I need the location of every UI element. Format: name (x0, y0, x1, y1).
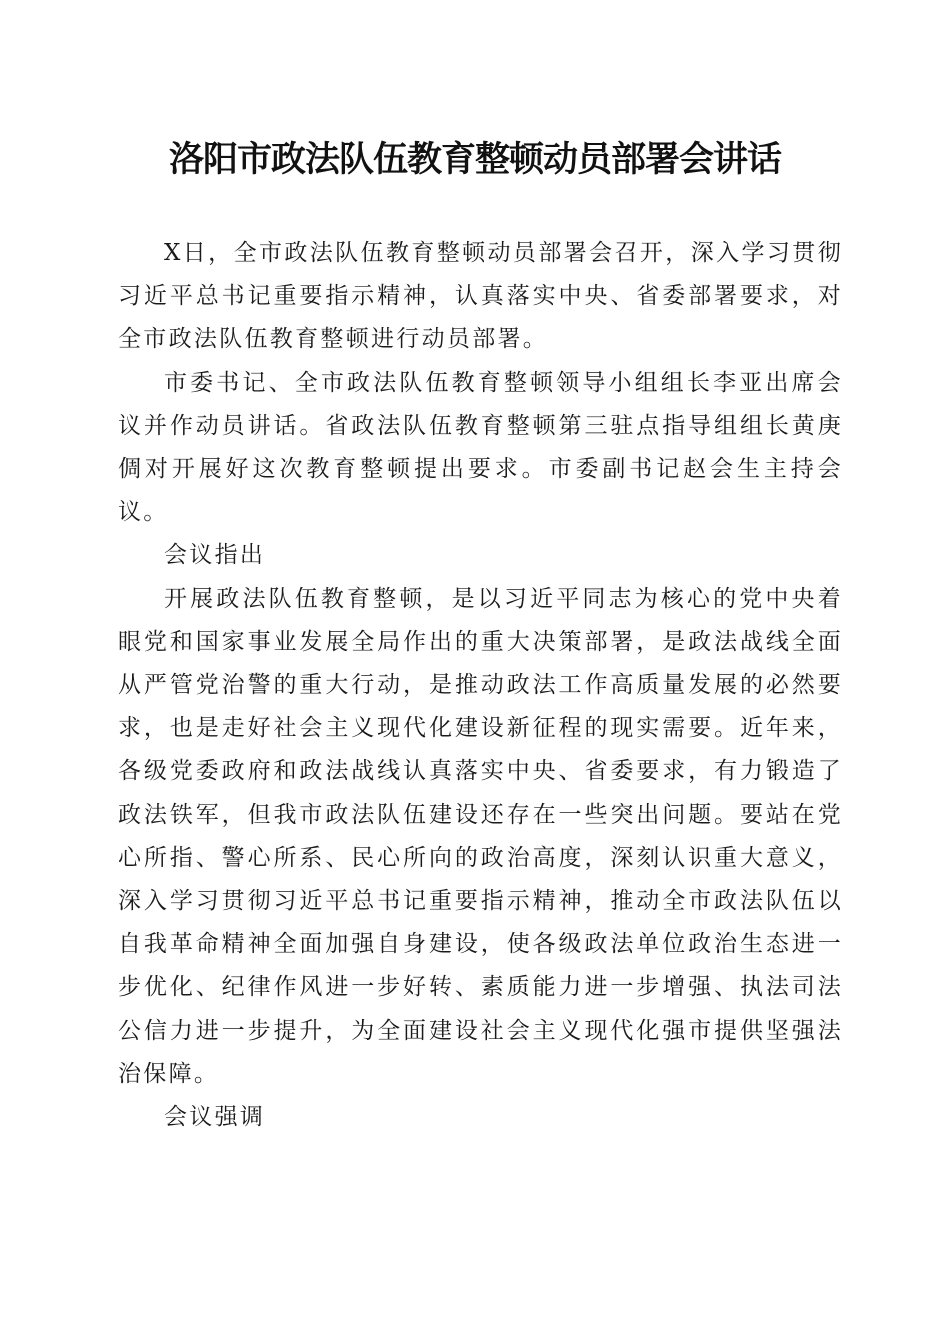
paragraph-main: 开展政法队伍教育整顿，是以习近平同志为核心的党中央着眼党和国家事业发展全局作出的重大决策部署，是政法战线全面从严管党治警的重大行动，是推动政法工作高质量发展的必然要求，也是走好社会主义现代化建设新征程的现实需要。近年来，各级党委政府和政法战线认真落实中央、省委要求，有力锻造了政法铁军，但我市政法队伍建设还存在一些突出问题。要站在党心所指、警心所系、民心所向的政治高度，深刻认识重大意义，深入学习贯彻习近平总书记重要指示精神，推动全市政法队伍以自我革命精神全面加强自身建设，使各级政法单位政治生态进一步优化、纪律作风进一步好转、素质能力进一步增强、执法司法公信力进一步提升，为全面建设社会主义现代化强市提供坚强法治保障。 (118, 585, 843, 1087)
paragraph-attendees: 市委书记、全市政法队伍教育整顿领导小组组长李亚出席会议并作动员讲话。省政法队伍教育整顿第三驻点指导组组长黄庚倜对开展好这次教育整顿提出要求。市委副书记赵会生主持会议。 (118, 369, 843, 526)
paragraph-intro: X日，全市政法队伍教育整顿动员部署会召开，深入学习贯彻习近平总书记重要指示精神，认真落实中央、省委部署要求，对全市政法队伍教育整顿进行动员部署。 (118, 240, 843, 353)
document-title: 洛阳市政法队伍教育整顿动员部署会讲话 (168, 139, 781, 180)
document-body (118, 232, 843, 1139)
paragraph-heading-emphasized: 会议强调 (164, 1104, 266, 1131)
paragraph-heading-pointed-out: 会议指出 (164, 542, 266, 569)
